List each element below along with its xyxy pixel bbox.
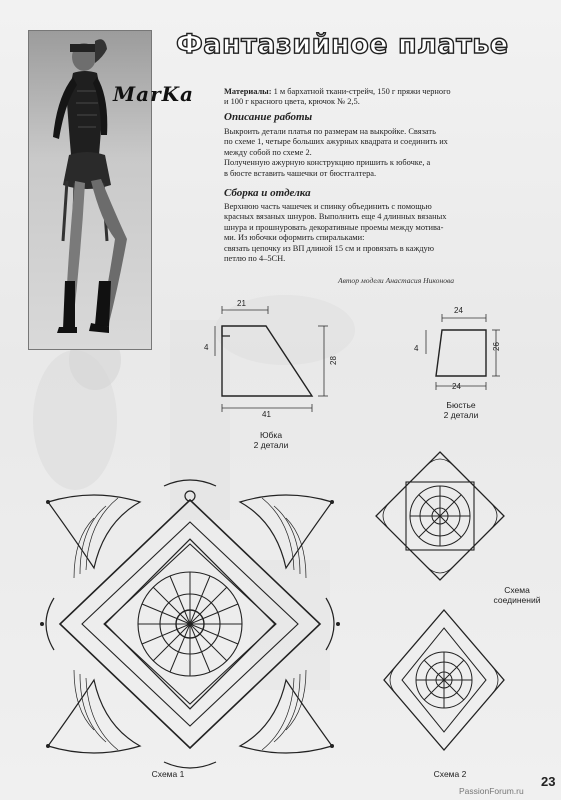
skirt-side-height: 4 [204,343,209,352]
scheme-1-label: Схема 1 [151,769,185,779]
author-credit: Автор модели Анастасия Никонова [338,276,455,285]
skirt-pattern-diagram [200,296,350,420]
caption-line: Схема [504,585,530,595]
text-line: связать цепочку из ВП длиной 15 см и провязать в каждую [224,243,434,253]
caption-line: Юбка [259,430,283,440]
assembly-heading: Сборка и отделка [224,187,311,199]
signature: MarKa [113,82,194,106]
assembly-text [224,202,486,264]
bustier-pattern-diagram [412,308,512,400]
joining-scheme-label [482,585,552,605]
materials-paragraph [224,87,486,108]
text-line: в бюсте вставить чашечки от бюстгалтера. [224,168,377,178]
text-line: Выкроить детали платья по размерам на выкройке. Связать [224,127,436,136]
text-line: Полученную ажурную конструкцию пришить к юбочке, а [224,158,431,168]
caption-line: соединений [493,595,541,605]
scheme-2-label: Схема 2 [433,769,467,779]
joining-scheme-motif-top [370,446,510,586]
text-line: Верхнюю часть чашечек и спинку объединить с помощью [224,202,432,211]
model-photo [28,30,152,350]
caption-line: Бюстье [446,400,476,410]
materials-line: и 100 г красного цвета, крючок № 2,5. [224,97,360,107]
skirt-top-width: 21 [237,299,246,308]
bustier-bottom-width: 24 [452,382,461,391]
caption-line: 2 детали [443,410,479,420]
skirt-caption [246,430,296,450]
text-line: между собой по схеме 2. [224,147,312,157]
text-line: петлю по 4–5СН. [224,254,286,264]
page-number: 23 [541,774,556,789]
materials-line: 1 м бархатной ткани-стрейч, 150 г пряжи черного [273,87,451,96]
skirt-full-height: 28 [328,356,338,365]
text-line: шнура и прошнуровать декоративные проемы между мотива- [224,222,444,232]
crochet-scheme-2 [380,606,508,756]
materials-label: Материалы: [224,87,272,96]
text-line: ми. Из юбочки оформить спиральками: [224,233,365,243]
bustier-top-width: 24 [454,306,463,315]
model-figure [29,31,151,349]
bustier-full-height: 26 [491,342,501,351]
watermark: PassionForum.ru [459,786,524,796]
skirt-bottom-width: 41 [262,410,271,419]
text-line: по схеме 1, четыре больших ажурных квадрата и соединить их [224,137,448,147]
caption-line: 2 детали [253,440,289,450]
text-line: красных вязаных шнуров. Выполнить еще 4 длинных вязаных [224,212,447,222]
bustier-caption [436,400,486,420]
page-title: Фантазийное платье [176,29,509,60]
crochet-scheme-1 [34,478,346,770]
bustier-side-height: 4 [414,344,419,353]
work-description-heading: Описание работы [224,111,313,123]
work-description-text [224,127,486,179]
